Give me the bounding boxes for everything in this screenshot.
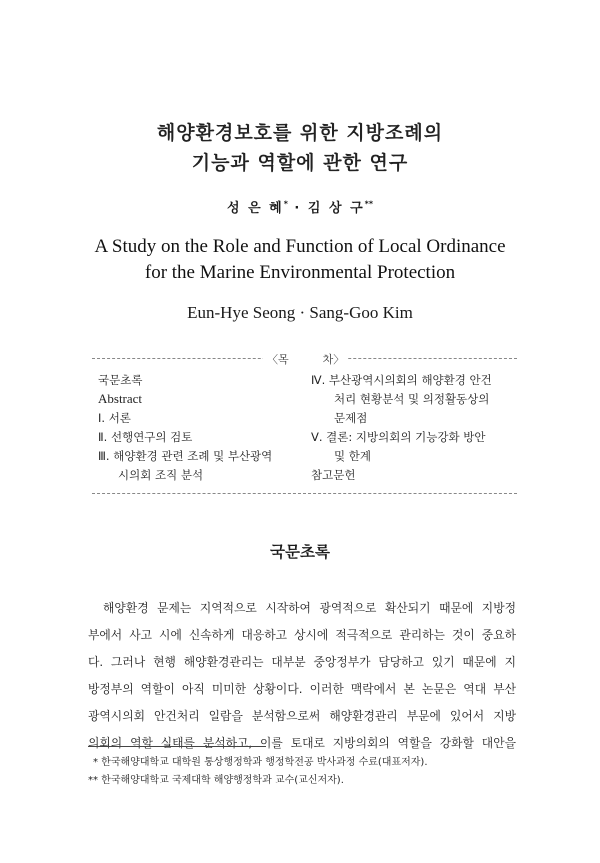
toc-item: Abstract: [98, 391, 143, 406]
author-separator: ·: [287, 201, 308, 216]
author1-mark: *: [283, 199, 288, 209]
footnote-1: * 한국해양대학교 대학원 통상행정학과 행정학전공 박사과정 수료(대표저자).: [93, 757, 428, 768]
toc-item: 및 한계: [334, 449, 371, 463]
toc-item: 처리 현황분석 및 의정활동상의: [334, 392, 490, 406]
abstract-line: 부에서 사고 시에 신속하게 대응하고 상시에 적극적으로 관리하는 것이 중요하: [88, 628, 516, 642]
toc-item: Ⅱ. 선행연구의 검토: [98, 430, 193, 444]
toc-item: 국문초록: [98, 373, 143, 387]
author1-name: 성 은 혜: [226, 201, 284, 216]
abstract-line: 해양환경 문제는 지역적으로 시작하여 광역적으로 확산되기 때문에 지방정: [103, 601, 516, 615]
author2-name: 김 상 구: [307, 201, 365, 216]
title-ko-line2: 기능과 역할에 관한 연구: [191, 152, 409, 174]
abstract-heading: 국문초록: [270, 543, 330, 561]
toc-item: Ⅰ. 서론: [98, 411, 131, 425]
toc-item: 시의회 조직 분석: [118, 468, 204, 482]
authors-ko: [0, 197, 600, 216]
abstract-line: 광역시의회 안건처리 일람을 분석함으로써 해양환경관리 부문에 있어서 지방: [88, 709, 516, 723]
abstract-line: 의회의 역할 실태를 분석하고, 이를 토대로 지방의회의 역할을 강화할 대안을: [88, 736, 516, 750]
toc-label-left: 〈목: [267, 353, 289, 366]
toc-item: Ⅴ. 결론: 지방의회의 기능강화 방안: [311, 430, 486, 444]
title-en-line2: for the Marine Environmental Protection: [144, 262, 456, 283]
toc-label: [263, 351, 348, 367]
toc-item: 참고문헌: [311, 468, 356, 482]
abstract-line: 다. 그러나 현행 해양환경관리는 대부분 중앙정부가 담당하고 있기 때문에 지: [88, 655, 516, 669]
toc-label-right: 차〉: [322, 353, 345, 366]
title-ko-line1: 해양환경보호를 위한 지방조례의: [156, 122, 444, 144]
toc-item: Ⅲ. 해양환경 관련 조례 및 부산광역: [98, 449, 273, 463]
footnote-2: ** 한국해양대학교 국제대학 해양행정학과 교수(교신저자).: [88, 775, 344, 786]
abstract-line: 방정부의 역할이 아직 미미한 상황이다. 이러한 맥락에서 본 논문은 역대 부산: [88, 682, 516, 696]
toc-item: Ⅳ. 부산광역시의회의 해양환경 안건: [311, 373, 492, 387]
toc-item: 문제점: [334, 411, 368, 425]
author2-mark: **: [364, 199, 374, 209]
footnote-rule: [88, 746, 266, 747]
title-en-line1: A Study on the Role and Function of Local Ordinance: [94, 236, 506, 257]
authors-en: Eun-Hye Seong · Sang-Goo Kim: [187, 303, 413, 322]
